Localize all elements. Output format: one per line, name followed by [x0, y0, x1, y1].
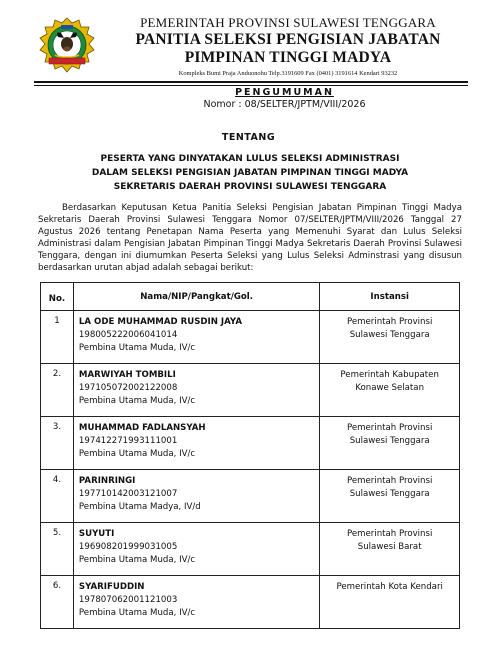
subject-line-1: PESERTA YANG DINYATAKAN LULUS SELEKSI ADMINISTRASI: [100, 154, 400, 164]
row-institution: [320, 470, 460, 523]
person-nip: 198005222006041014: [78, 330, 178, 340]
institution-line-2: Sulawesi Tenggara: [349, 436, 430, 446]
person-name: PARINRINGI: [78, 476, 136, 486]
table-row: [41, 576, 460, 629]
announcement-number: Nomor : 08/SELTER/JPTM/VIII/2026: [203, 99, 366, 110]
row-person: [73, 364, 319, 417]
row-person: [73, 523, 319, 576]
letterhead-rule-thin: [34, 85, 468, 86]
row-institution: [320, 523, 460, 576]
person-rank: Pembina Utama Muda, IV/c: [78, 396, 196, 406]
announcement-title: PENGUMUMAN: [235, 87, 334, 98]
row-no: 3.: [41, 417, 74, 470]
table-row: [41, 364, 460, 417]
institution-line-2: Konawe Selatan: [355, 383, 425, 393]
institution-line-2: Sulawesi Tenggara: [349, 330, 430, 340]
person-nip: 197105072002122008: [78, 383, 178, 393]
institution-line-1: Pemerintah Kota Kendari: [336, 582, 443, 592]
provincial-emblem-icon: [34, 17, 100, 73]
person-rank: Pembina Utama Muda, IV/c: [78, 449, 196, 459]
institution-line-1: Pemerintah Provinsi: [346, 476, 433, 486]
row-no: 5.: [41, 523, 74, 576]
row-institution: [320, 311, 460, 364]
person-nip: 196908201999031005: [78, 542, 178, 552]
institution-line-2: Sulawesi Barat: [357, 542, 422, 552]
row-person: [73, 576, 319, 629]
institution-line-1: Pemerintah Kabupaten: [340, 370, 439, 380]
table-row: [41, 470, 460, 523]
row-no: 1: [41, 311, 74, 364]
committee-name: PANITIA SELEKSI PENGISIAN JABATAN: [135, 31, 441, 48]
row-institution: [320, 364, 460, 417]
person-name: SUYUTI: [78, 529, 115, 539]
subject-block: [50, 152, 450, 194]
announcement-header: [0, 87, 497, 111]
row-person: [73, 311, 319, 364]
person-nip: 197807062001121003: [78, 595, 178, 605]
person-name: SYARIFUDDIN: [78, 582, 145, 592]
person-rank: Pembina Utama Muda, IV/c: [78, 555, 196, 565]
header-instansi: Instansi: [320, 283, 460, 311]
table-row: [41, 523, 460, 576]
table-header-row: [41, 283, 460, 311]
person-nip: 197412271993111001: [78, 436, 178, 446]
institution-line-1: Pemerintah Provinsi: [346, 529, 433, 539]
table-row: [41, 311, 460, 364]
letterhead-rule-thick: [34, 81, 468, 83]
letterhead: [0, 0, 497, 84]
government-name: PEMERINTAH PROVINSI SULAWESI TENGGARA: [140, 15, 436, 30]
letterhead-address: Kompleks Bumi Praja Anduonohu Telp.3191609 Fax (0401) 3191614 Kendari 93232: [178, 70, 398, 77]
row-no: 4.: [41, 470, 74, 523]
row-institution: [320, 576, 460, 629]
row-person: [73, 417, 319, 470]
row-no: 6.: [41, 576, 74, 629]
subject-line-3: SEKRETARIS DAERAH PROVINSI SULAWESI TENGGARA: [113, 182, 387, 192]
institution-line-1: Pemerintah Provinsi: [346, 423, 433, 433]
person-nip: 197710142003121007: [78, 489, 178, 499]
person-name: MUHAMMAD FADLANSYAH: [78, 423, 206, 433]
letterhead-text: [108, 15, 468, 79]
participants-table: [40, 282, 460, 629]
subject-line-2: DALAM SELEKSI PENGISIAN JABATAN PIMPINAN TINGGI MADYA: [91, 168, 409, 178]
person-rank: Pembina Utama Muda, IV/c: [78, 608, 196, 618]
header-no: No.: [41, 283, 74, 311]
person-rank: Pembina Utama Muda, IV/c: [78, 343, 196, 353]
tentang-heading: TENTANG: [221, 132, 276, 143]
position-name: PIMPINAN TINGGI MADYA: [184, 49, 392, 66]
person-rank: Pembina Utama Madya, IV/d: [78, 502, 201, 512]
body-paragraph: Berdasarkan Keputusan Ketua Panitia Seleksi Pengisian Jabatan Pimpinan Tinggi Madya Sekretaris Daerah Provinsi Sulawesi Tenggara Nomor 07/SELTER/JPTM/VIII/2026 Tanggal 27 Agustus 2026 tentang Penetapan Nama Peserta yang Memenuhi Syarat dan Lulus Seleksi Administrasi dalam Pengisian Jabatan Pimpinan Tinggi Madya Sekretaris Daerah Provinsi Sulawesi Tenggara, dengan ini diumumkan Peserta Seleksi yang Lulus Seleksi Adminstrasi yang disusun berdasarkan urutan abjad adalah sebagai berikut:: [38, 203, 462, 273]
institution-line-1: Pemerintah Provinsi: [346, 317, 433, 327]
person-name: LA ODE MUHAMMAD RUSDIN JAYA: [78, 317, 242, 327]
header-nama: Nama/NIP/Pangkat/Gol.: [73, 283, 319, 311]
table-row: [41, 417, 460, 470]
institution-line-2: Sulawesi Tenggara: [349, 489, 430, 499]
row-institution: [320, 417, 460, 470]
row-person: [73, 470, 319, 523]
row-no: 2.: [41, 364, 74, 417]
person-name: MARWIYAH TOMBILI: [78, 370, 176, 380]
